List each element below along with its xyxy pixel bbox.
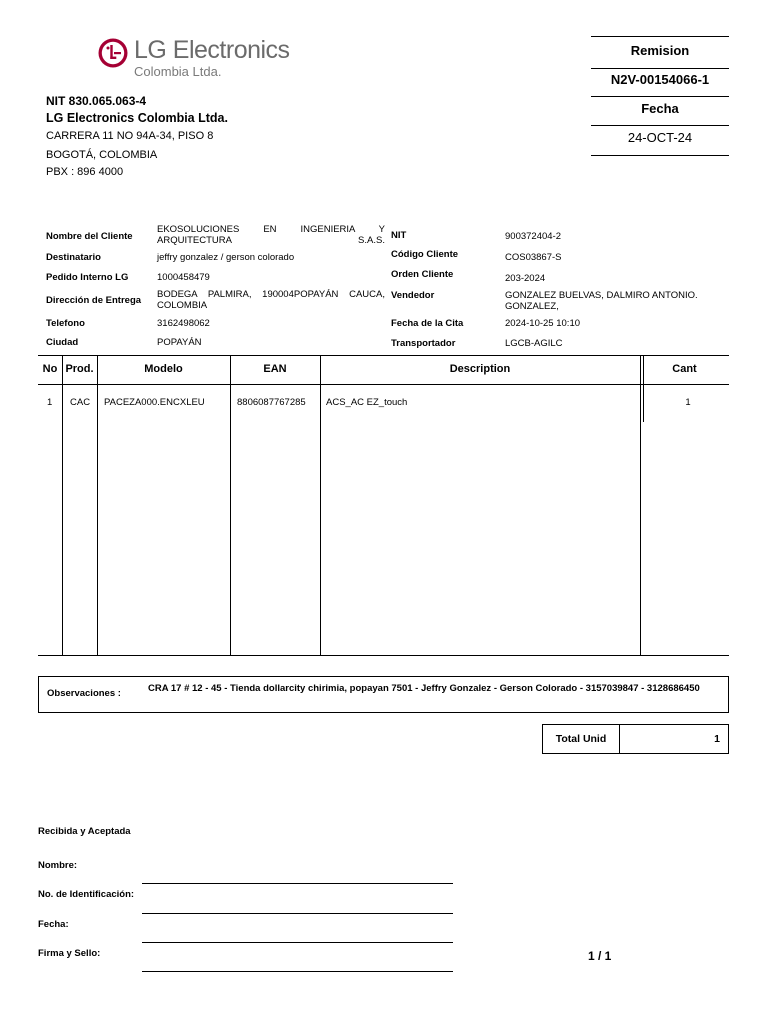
table-header-divider	[38, 384, 729, 385]
lg-logo-icon	[98, 38, 128, 68]
direccion-entrega-label: Dirección de Entrega	[46, 295, 142, 306]
codigo-cliente-label: Código Cliente	[391, 249, 459, 260]
transportador-label: Transportador	[391, 338, 456, 349]
column-divider	[230, 356, 231, 655]
page-number: 1 / 1	[588, 949, 612, 963]
vendedor-label: Vendedor	[391, 290, 435, 301]
company-name: LG Electronics Colombia Ltda.	[46, 111, 228, 125]
company-phone: PBX : 896 4000	[46, 166, 124, 178]
row-description: ACS_AC EZ_touch	[326, 397, 408, 408]
remision-top-border	[591, 36, 729, 37]
column-header-cant: Cant	[672, 363, 697, 375]
column-header-ean: EAN	[263, 363, 287, 375]
column-header-no: No	[42, 363, 58, 375]
telefono-label: Telefono	[46, 318, 85, 329]
remision-number: N2V-00154066-1	[591, 72, 729, 97]
signature-heading: Recibida y Aceptada	[38, 826, 131, 837]
client-name-label: Nombre del Cliente	[46, 231, 133, 242]
remision-title: Remision	[591, 43, 729, 69]
destinatario-value: jeffry gonzalez / gerson colorado	[157, 252, 295, 263]
pedido-interno-label: Pedido Interno LG	[46, 272, 129, 283]
ciudad-value: POPAYÁN	[157, 337, 202, 348]
signature-identificacion-line	[142, 913, 453, 914]
remision-fecha-label: Fecha	[591, 101, 729, 126]
column-header-modelo: Modelo	[144, 363, 183, 375]
observaciones-label: Observaciones :	[47, 688, 121, 699]
signature-firma-label: Firma y Sello:	[38, 948, 101, 959]
telefono-value: 3162498062	[157, 318, 210, 329]
orden-cliente-label: Orden Cliente	[391, 269, 454, 280]
fecha-cita-label: Fecha de la Cita	[391, 318, 464, 329]
orden-cliente-value: 203-2024	[505, 273, 546, 284]
total-value: 1	[714, 733, 720, 745]
company-address-line1: CARRERA 11 NO 94A-34, PISO 8	[46, 130, 214, 142]
client-name-value: EKOSOLUCIONES EN INGENIERIA Y ARQUITECTURA S.A.S.	[157, 224, 385, 246]
company-nit: NIT 830.065.063-4	[46, 94, 147, 108]
codigo-cliente-value: COS03867-S	[505, 252, 562, 263]
company-address-line2: BOGOTÁ, COLOMBIA	[46, 149, 158, 161]
pedido-interno-value: 1000458479	[157, 272, 210, 283]
row-cant: 1	[685, 397, 691, 408]
nit-cliente-value: 900372404-2	[505, 231, 561, 242]
column-divider	[97, 356, 98, 655]
destinatario-label: Destinatario	[46, 252, 101, 263]
total-divider	[619, 725, 620, 753]
total-box	[542, 724, 729, 754]
signature-nombre-label: Nombre:	[38, 860, 78, 871]
row-ean: 8806087767285	[237, 397, 306, 408]
direccion-entrega-value: BODEGA PALMIRA, 190004POPAYÁN CAUCA, COLOMBIA	[157, 289, 385, 311]
row-modelo: PACEZA000.ENCXLEU	[104, 397, 205, 408]
transportador-value: LGCB-AGILC	[505, 338, 563, 349]
signature-fecha-line	[142, 942, 453, 943]
column-header-prod: Prod.	[65, 363, 94, 375]
signature-nombre-line	[142, 883, 453, 884]
vendedor-value: GONZALEZ BUELVAS, DALMIRO ANTONIO. GONZALEZ,	[505, 290, 698, 312]
column-divider	[320, 356, 321, 655]
logo-subtitle: Colombia Ltda.	[134, 64, 222, 79]
column-divider	[62, 356, 63, 655]
ciudad-label: Ciudad	[46, 337, 79, 348]
observaciones-box	[38, 676, 729, 713]
signature-identificacion-label: No. de Identificación:	[38, 889, 135, 900]
remision-fecha: 24-OCT-24	[591, 130, 729, 156]
row-no: 1	[47, 397, 53, 408]
fecha-cita-value: 2024-10-25 10:10	[505, 318, 581, 329]
observaciones-text: CRA 17 # 12 - 45 - Tienda dollarcity chirimia, popayan 7501 - Jeffry Gonzalez - Gerson Colorado - 3157039847 - 3128686450	[148, 683, 700, 694]
signature-fecha-label: Fecha:	[38, 919, 69, 930]
row-prod: CAC	[70, 397, 91, 408]
column-header-description: Description	[449, 363, 511, 375]
items-table	[38, 355, 729, 656]
nit-cliente-label: NIT	[391, 230, 407, 241]
signature-firma-line	[142, 971, 453, 972]
total-label: Total Unid	[555, 733, 607, 745]
logo-brand-text: LG Electronics	[134, 36, 290, 64]
